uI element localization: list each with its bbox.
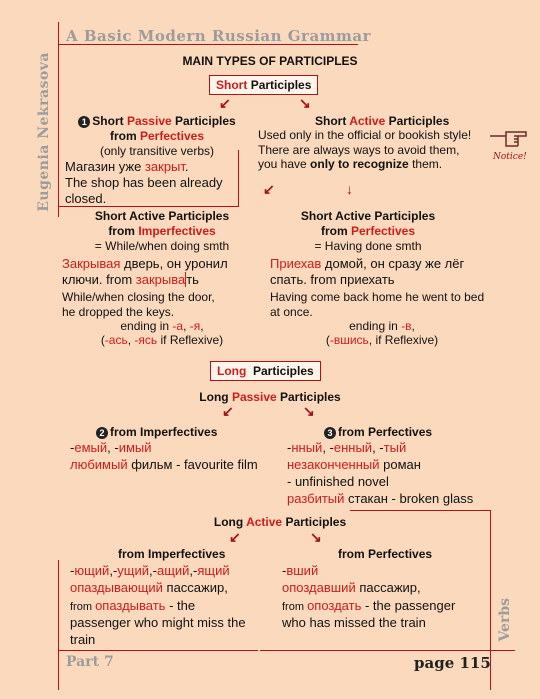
lap-perf-endings: -вший — [282, 563, 319, 578]
sap-perf-meaning: = Having done smth — [314, 239, 422, 253]
lap-perf-from: from опоздать - the passenger — [282, 598, 456, 613]
lpp-perf-example3: разбитый стакан - broken glass — [287, 491, 474, 506]
sap-perf-ending1: ending in -в, — [349, 319, 415, 333]
lap-imp-title: from Imperfectives — [118, 547, 226, 561]
long-word: Long — [217, 364, 247, 378]
sap-perf-title: Short Active Participles — [300, 209, 436, 223]
lpp-imp-endings: -емый, -имый — [70, 440, 152, 455]
spp-from: from Perfectives — [109, 129, 205, 143]
spp-example-ru: Магазин уже закрыт. — [65, 159, 189, 174]
lpp-perf-example1: незаконченный роман — [287, 457, 421, 472]
lpp-perf-title: 3 from Perfectives — [324, 425, 432, 440]
arrow-down-left-icon-2: ↙ — [263, 181, 275, 197]
lap-imp-endings: -ющий,-ущий,-ащий,-ящий — [70, 563, 230, 578]
sap-perf-en1: Having come back home he went to bed — [270, 290, 485, 304]
arrow-down-right-icon-2: ↘ — [303, 403, 315, 419]
lap-title: Long Active Participles — [213, 515, 347, 529]
sap-imp-from: from Imperfectives — [108, 224, 216, 238]
spp-note: (only transitive verbs) — [99, 144, 215, 158]
sap-perf-ru2: спать. from приехать — [270, 272, 395, 287]
number-badge-1: 1 — [78, 116, 90, 128]
sap-line1: Used only in the official or bookish style! — [258, 128, 472, 142]
arrow-down-right-icon: ↘ — [299, 95, 311, 111]
sap-imp-meaning: = While/when doing smth — [94, 239, 230, 253]
sap-title: Short Active Participles — [315, 114, 450, 128]
sap-imp-en1: While/when closing the door, — [62, 290, 215, 304]
page-number: page 115 — [414, 654, 491, 672]
sap-perf-ending2: (-вшись, if Reflexive) — [325, 333, 439, 347]
author-name: Eugenia Nekrasova — [36, 52, 52, 212]
long-participles-box — [210, 361, 321, 381]
lpp-imp-example: любимый фильм - favourite film — [70, 457, 258, 472]
lap-imp-en2: train — [70, 632, 96, 647]
lpp-title: Long Passive Participles — [199, 390, 341, 404]
spp-example-en1: The shop has been already — [65, 175, 223, 190]
number-badge-2: 2 — [96, 427, 108, 439]
sap-perf-ru1: Приехав домой, он сразу же лёг — [270, 256, 465, 271]
lpp-perf-endings: -нный, -енный, -тый — [287, 440, 407, 455]
short-participles-box — [209, 75, 318, 95]
sap-line2: There are always ways to avoid them, — [258, 143, 460, 157]
lpp-perf-example2: - unfinished novel — [287, 474, 389, 489]
sap-imp-ending1: ending in -а, -я, — [120, 319, 204, 333]
spp-title: 1 Short Passive Participles — [62, 114, 252, 129]
arrow-down-right-icon-3: ↘ — [310, 529, 322, 545]
spp-example-en2: closed. — [65, 191, 107, 206]
arrow-down-icon: ↓ — [346, 181, 353, 197]
lpp-imp-title: 2 from Imperfectives — [96, 425, 217, 440]
page-title: MAIN TYPES OF PARTICIPLES — [182, 54, 358, 68]
participles-word: Participles — [250, 78, 312, 92]
bottom-frame-line — [260, 650, 515, 651]
sap-line3: you have only to recognize them. — [258, 157, 443, 171]
book-title: A Basic Modern Russian Grammar — [66, 27, 372, 45]
left-frame-line — [58, 22, 59, 217]
lap-perf-title: from Perfectives — [338, 547, 433, 561]
sap-imp-en2: he dropped the keys. — [62, 305, 175, 319]
short-word: Short — [216, 78, 248, 92]
bottom-left-line — [58, 560, 59, 690]
participles-word-2: Participles — [253, 364, 314, 378]
side-label-verbs: Verbs — [497, 598, 513, 642]
sap-imp-title: Short Active Participles — [94, 209, 230, 223]
lap-perf-example: опоздавший пассажир, — [282, 580, 421, 595]
sap-perf-from: from Perfectives — [320, 224, 416, 238]
sap-imp-ru2: ключи. from закрывать — [62, 272, 199, 287]
number-badge-3: 3 — [324, 427, 336, 439]
sap-perf-en2: at once. — [270, 305, 313, 319]
part-label: Part 7 — [66, 654, 114, 670]
notice-label: Notice! — [493, 152, 527, 162]
sap-imp-ending2: (-ась, -ясь if Reflexive) — [100, 333, 224, 347]
lap-top-line — [350, 510, 490, 511]
sap-imp-ru1: Закрывая дверь, он уронил — [62, 256, 228, 271]
arrow-down-left-icon: ↙ — [219, 95, 231, 111]
lap-perf-en1: who has missed the train — [282, 615, 426, 630]
lap-imp-from: from опаздывать - the — [70, 598, 196, 613]
lap-imp-en1: passenger who might miss the — [70, 615, 246, 630]
arrow-down-left-icon-4: ↙ — [229, 529, 241, 545]
bottom-left-hline — [58, 650, 258, 651]
lap-imp-example: опаздывающий пассажир, — [70, 580, 228, 595]
arrow-down-left-icon-3: ↙ — [222, 403, 234, 419]
